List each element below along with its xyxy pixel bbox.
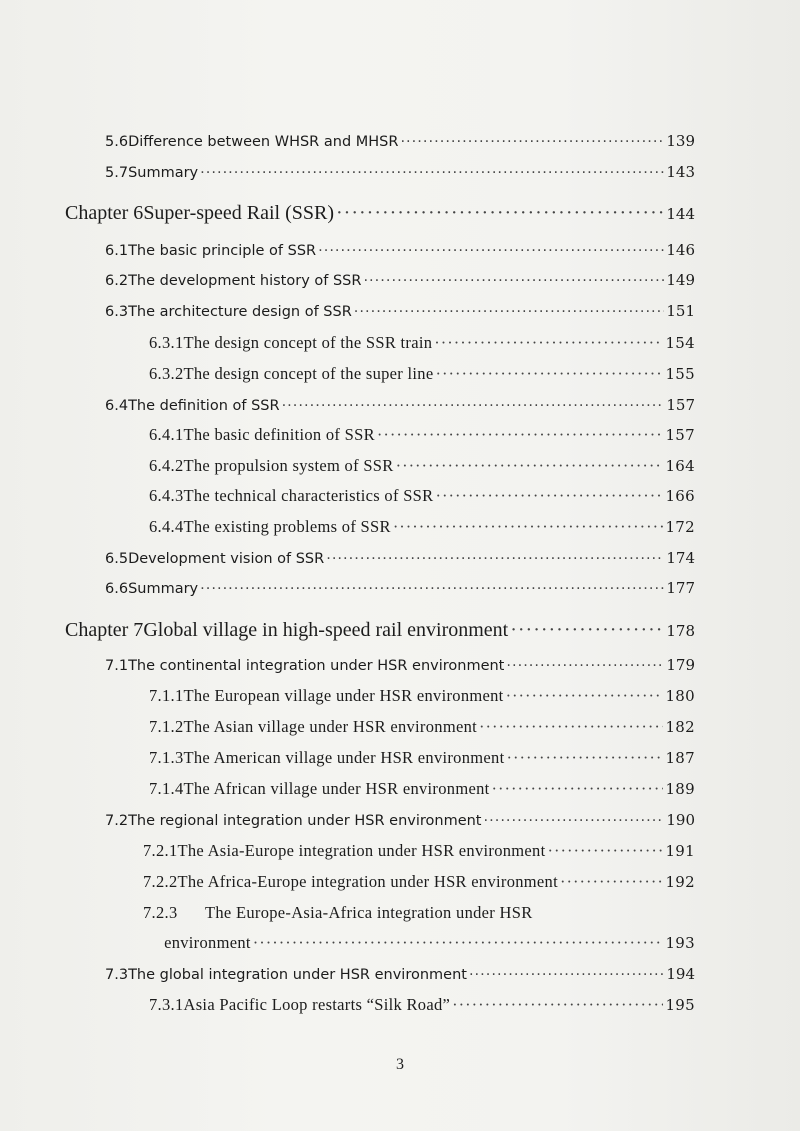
entry-title: The existing problems of SSR (183, 517, 391, 536)
toc-subentry[interactable] (143, 872, 695, 892)
dot-leader (363, 273, 664, 289)
entry-page: 149 (666, 271, 695, 289)
entry-title: The African village under HSR environment (183, 779, 490, 798)
entry-page: 164 (665, 457, 695, 475)
entry-number: 6.4.3 (149, 486, 184, 505)
entry-title: environment (164, 933, 251, 952)
entry-number: 6.5 (105, 551, 129, 567)
entry-page: 146 (666, 241, 695, 259)
dot-leader (326, 551, 664, 567)
dot-leader (492, 779, 664, 799)
entry-number: 6.3 (105, 304, 129, 320)
dot-leader (435, 364, 663, 384)
toc-chapter-entry[interactable] (65, 619, 695, 642)
entry-page: 174 (666, 549, 695, 567)
entry-page: 192 (665, 873, 695, 891)
toc-entry[interactable] (105, 811, 695, 829)
dot-leader (506, 748, 663, 768)
entry-number: 6.2 (105, 273, 129, 289)
toc-subentry[interactable] (149, 517, 695, 537)
dot-leader (253, 933, 664, 953)
entry-number: 5.6 (105, 134, 129, 150)
entry-number: 6.3.2 (149, 364, 184, 383)
entry-title: The definition of SSR (128, 398, 280, 414)
entry-page: 190 (666, 811, 695, 829)
toc-subentry[interactable] (149, 995, 695, 1015)
entry-page: 144 (666, 205, 695, 223)
entry-number: 7.2 (105, 813, 129, 829)
entry-number: 7.1.3 (149, 748, 184, 767)
entry-page: 155 (665, 365, 695, 383)
dot-leader (548, 841, 664, 861)
dot-leader (396, 456, 664, 476)
entry-page: 180 (665, 687, 695, 705)
entry-page: 154 (665, 334, 695, 352)
dot-leader (560, 872, 663, 892)
toc-subentry[interactable] (149, 717, 695, 737)
toc-entry[interactable] (105, 549, 695, 567)
toc-subentry[interactable] (149, 486, 695, 506)
dot-leader (479, 717, 663, 737)
entry-title: The continental integration under HSR environment (128, 658, 505, 674)
entry-page: 189 (665, 780, 695, 798)
dot-leader (200, 581, 664, 597)
entry-title: The Asia-Europe integration under HSR environment (177, 841, 546, 860)
dot-leader (400, 134, 664, 150)
toc-subentry[interactable] (143, 903, 695, 923)
entry-page: 177 (666, 579, 695, 597)
entry-title: The design concept of the SSR train (183, 333, 433, 352)
dot-leader (377, 425, 664, 445)
entry-page: 191 (665, 842, 695, 860)
entry-number: 7.2.2 (143, 872, 178, 891)
entry-number: 6.1 (105, 243, 129, 259)
dot-leader (354, 304, 665, 320)
entry-title: The technical characteristics of SSR (183, 486, 434, 505)
entry-title: The design concept of the super line (183, 364, 434, 383)
entry-page: 187 (665, 749, 695, 767)
toc-entry[interactable] (105, 163, 695, 181)
toc-entry[interactable] (105, 241, 695, 259)
entry-number: 7.3.1 (149, 995, 184, 1014)
entry-title: The Asian village under HSR environment (183, 717, 478, 736)
entry-page: 179 (666, 656, 695, 674)
toc-entry[interactable] (105, 579, 695, 597)
entry-title: The European village under HSR environment (183, 686, 504, 705)
dot-leader (336, 202, 664, 225)
entry-title: The Africa-Europe integration under HSR environment (177, 872, 558, 891)
dot-leader (318, 243, 664, 259)
entry-number: 7.1.1 (149, 686, 184, 705)
entry-title: Summary (128, 581, 199, 597)
entry-number: 7.2.1 (143, 841, 178, 860)
entry-title: The architecture design of SSR (128, 304, 352, 320)
toc-entry[interactable] (105, 965, 695, 983)
entry-title: The basic principle of SSR (128, 243, 317, 259)
entry-title: The American village under HSR environment (183, 748, 505, 767)
entry-title: The regional integration under HSR environment (128, 813, 482, 829)
dot-leader (510, 619, 664, 642)
entry-title: Development vision of SSR (128, 551, 325, 567)
entry-page: 166 (665, 487, 695, 505)
entry-title: Asia Pacific Loop restarts “Silk Road” (183, 995, 451, 1014)
entry-number: 6.4.2 (149, 456, 184, 475)
entry-number: 7.1.2 (149, 717, 184, 736)
entry-title: The basic definition of SSR (183, 425, 375, 444)
dot-leader (452, 995, 663, 1015)
entry-number: 6.4 (105, 398, 129, 414)
entry-title: Summary (128, 165, 199, 181)
entry-page: 172 (665, 518, 695, 536)
page-number: 3 (396, 1056, 404, 1073)
dot-leader (435, 486, 663, 506)
chapter-number: Chapter 7 (65, 619, 144, 641)
toc-subentry[interactable] (149, 748, 695, 768)
chapter-title: Super-speed Rail (SSR) (143, 202, 335, 224)
toc-entry[interactable] (105, 302, 695, 320)
toc-subentry-continuation[interactable] (143, 933, 695, 953)
entry-page: 182 (665, 718, 695, 736)
entry-number: 6.4.1 (149, 425, 184, 444)
entry-title: The development history of SSR (128, 273, 362, 289)
entry-number: 6.6 (105, 581, 129, 597)
toc-entry[interactable] (105, 656, 695, 674)
entry-title: Difference between WHSR and MHSR (128, 134, 399, 150)
toc-chapter-entry[interactable] (65, 202, 695, 225)
entry-page: 193 (665, 934, 695, 952)
entry-number: 7.2.3 (143, 903, 178, 922)
toc-subentry[interactable] (149, 779, 695, 799)
toc-entry[interactable] (105, 396, 695, 414)
entry-number: 5.7 (105, 165, 129, 181)
dot-leader (282, 398, 665, 414)
entry-title: The propulsion system of SSR (183, 456, 394, 475)
entry-number: 7.1.4 (149, 779, 184, 798)
dot-leader (434, 333, 663, 353)
entry-number: 7.3 (105, 967, 129, 983)
toc-subentry[interactable] (149, 333, 695, 353)
toc-subentry[interactable] (149, 456, 695, 476)
dot-leader (200, 165, 664, 181)
entry-page: 194 (666, 965, 695, 983)
entry-page: 151 (666, 302, 695, 320)
dot-leader (506, 658, 664, 674)
entry-page: 139 (666, 132, 695, 150)
entry-title: The global integration under HSR environment (128, 967, 467, 983)
dot-leader (469, 967, 664, 983)
toc-subentry[interactable] (149, 425, 695, 445)
dot-leader (506, 686, 664, 706)
toc-subentry[interactable] (149, 686, 695, 706)
entry-page: 195 (665, 996, 695, 1014)
entry-page: 157 (666, 396, 695, 414)
toc-subentry[interactable] (143, 841, 695, 861)
entry-page: 143 (666, 163, 695, 181)
chapter-title: Global village in high-speed rail environment (143, 619, 509, 641)
toc-entry[interactable] (105, 132, 695, 150)
toc-entry[interactable] (105, 271, 695, 289)
entry-number: 6.4.4 (149, 517, 184, 536)
entry-number: 7.1 (105, 658, 129, 674)
entry-title: The Europe-Asia-Africa integration under HSR (205, 903, 533, 922)
entry-page: 178 (666, 622, 695, 640)
chapter-number: Chapter 6 (65, 202, 144, 224)
entry-number: 6.3.1 (149, 333, 184, 352)
dot-leader (484, 813, 665, 829)
toc-subentry[interactable] (149, 364, 695, 384)
entry-page: 157 (665, 426, 695, 444)
dot-leader (393, 517, 664, 537)
